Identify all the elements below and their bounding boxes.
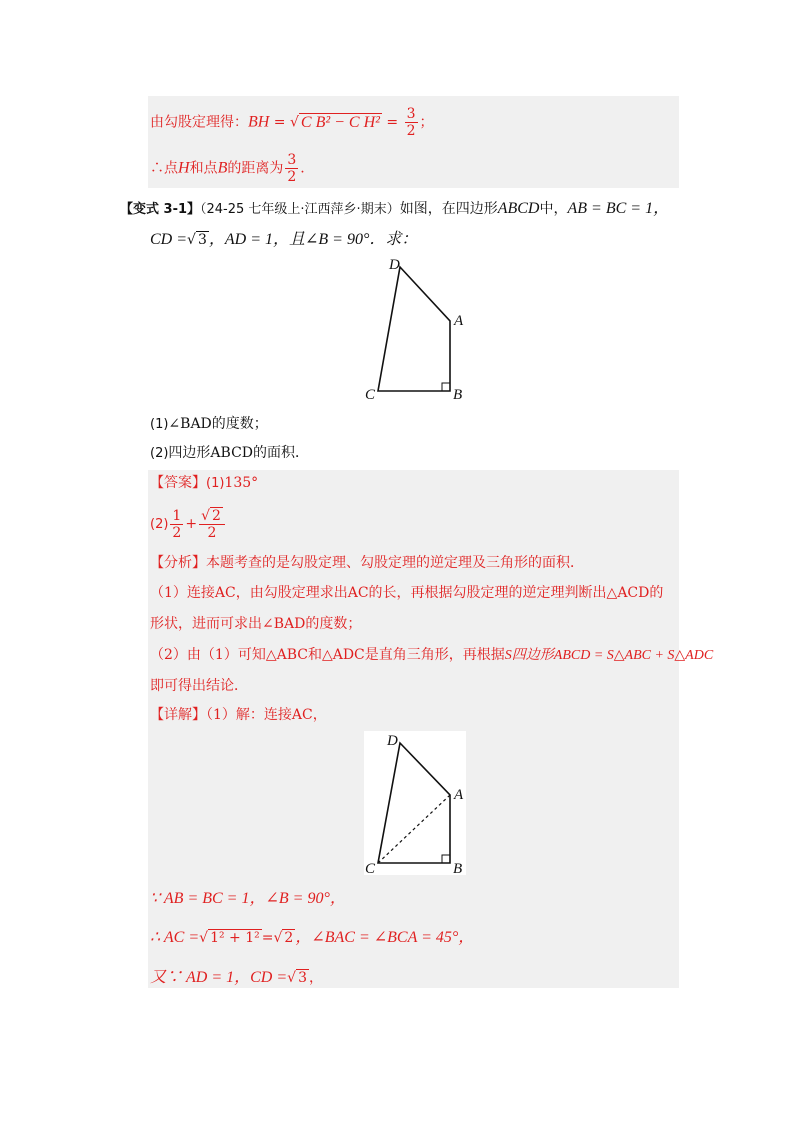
label-d: D [389, 257, 400, 273]
analysis-p2b: 即可得出结论． [150, 678, 248, 694]
solution-line-2: ∴点H和点B的距离为 $\frac{3}{2}$ . [150, 152, 305, 185]
label-a-2: A [454, 787, 464, 803]
quadrilateral-figure-with-diagonal [355, 727, 475, 877]
label-a: A [454, 313, 464, 329]
detail-line-1: ∵ AB = BC = 1，∠B = 90°， [150, 890, 346, 907]
problem-line-2: CD =√ 3 ，AD = 1，且∠B = 90°．求： [150, 231, 418, 248]
analysis-header: 【分析】本题考查的是勾股定理、勾股定理的逆定理及三角形的面积． [150, 555, 584, 571]
fraction-3-2: $\frac{3}{2}$ [406, 106, 416, 139]
analysis-p1a: （1）连接AC，由勾股定理求出AC的长，再根据勾股定理的逆定理判断出△ACD的 [150, 585, 664, 601]
solution-line-1: 由勾股定理得：BH = √ C B² − C H² = $\frac{3}{2}$ ； [150, 106, 434, 139]
fraction-root2-2: $\frac{√ 2}{2}$ [199, 508, 225, 541]
right-angle-marker [442, 383, 450, 391]
question-1: (1)∠BAD的度数； [150, 416, 268, 432]
quadrilateral-figure [355, 255, 475, 405]
answer-line-1: 【答案】(1)135° [150, 475, 259, 491]
label-d-2: D [387, 733, 398, 749]
analysis-p2a: （2）由（1）可知△ABC和△ADC是直角三角形，再根据S四边形ABCD = S△ABC + S△ADC [150, 647, 714, 663]
detail-line-3: 又∵ AD = 1，CD =√ 3 ， [150, 969, 323, 986]
label-b: B [453, 387, 463, 403]
quadrilateral-shape [378, 267, 450, 391]
problem-header: 【变式 3-1】（24-25 七年级上·江西萍乡·期末）如图，在四边形ABCD中，AB = BC = 1， [120, 200, 670, 217]
label-c-2: C [365, 861, 376, 877]
question-2: (2)四边形ABCD的面积． [150, 445, 310, 461]
right-angle-marker-2 [442, 855, 450, 863]
answer-line-2: (2) $\frac{1}{2}$ + $\frac{√ 2}{2}$ [150, 504, 227, 545]
label-c: C [365, 387, 376, 403]
fraction-1-2: $\frac{1}{2}$ [172, 507, 182, 541]
label-b-2: B [453, 861, 463, 877]
analysis-p1b: 形状，进而可求出∠BAD的度数； [150, 616, 362, 632]
detail-line-2: ∴ AC =√ 1² + 1² =√ 2 ，∠BAC = ∠BCA = 45°， [150, 929, 475, 946]
detail-header: 【详解】（1）解：连接AC， [150, 707, 327, 723]
quadrilateral-shape-2 [378, 743, 450, 863]
fraction-3-2-b: $\frac{3}{2}$ [287, 152, 297, 185]
